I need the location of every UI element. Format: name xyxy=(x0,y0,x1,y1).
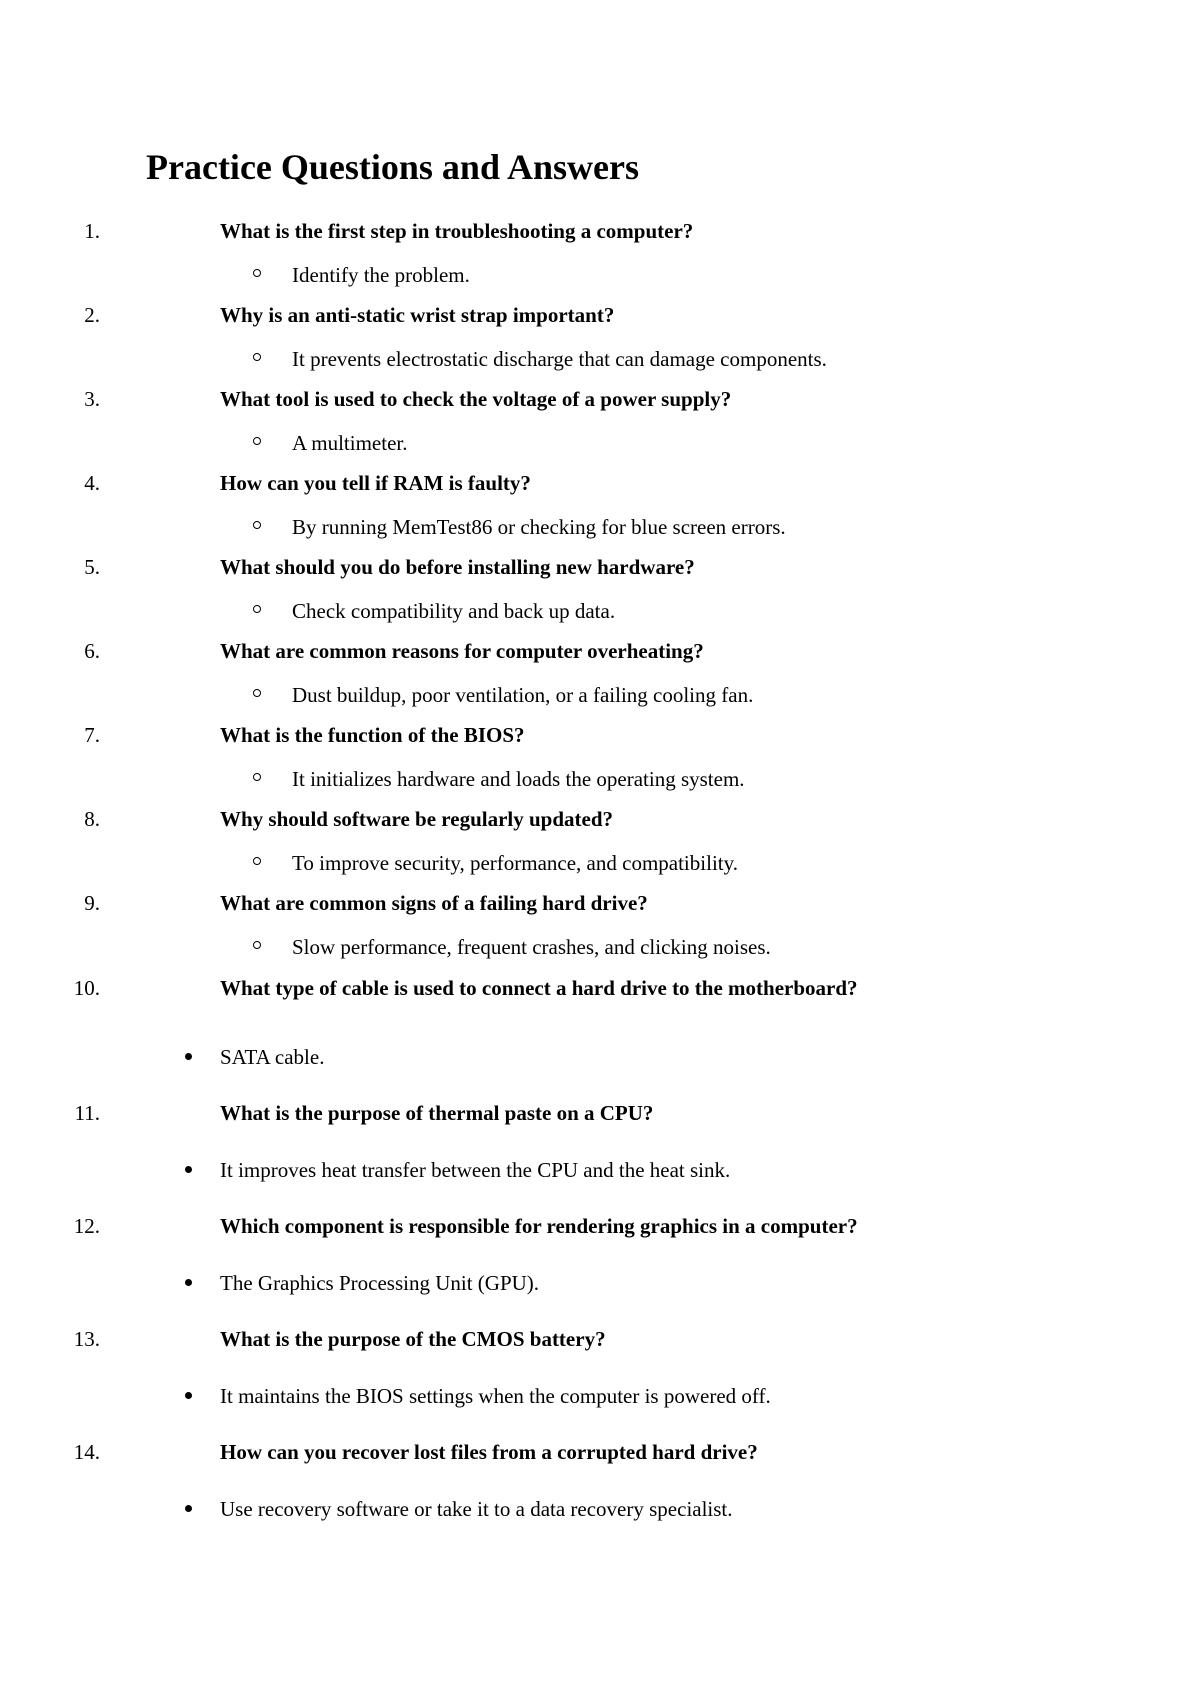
question-number: 8. xyxy=(84,807,100,831)
question-number: 5. xyxy=(84,555,100,579)
question-number: 9. xyxy=(84,891,100,915)
question-number: 4. xyxy=(84,471,100,495)
circle-bullet-icon xyxy=(253,353,261,361)
bullet-icon xyxy=(185,1279,192,1286)
question-text: What tool is used to check the voltage of a power supply? xyxy=(220,387,732,411)
answer-text: It prevents electrostatic discharge that can damage components. xyxy=(292,347,827,371)
answer-text: To improve security, performance, and compatibility. xyxy=(292,851,738,875)
answer-text: Identify the problem. xyxy=(292,263,470,287)
circle-bullet-icon xyxy=(253,773,261,781)
answer-text: By running MemTest86 or checking for blue screen errors. xyxy=(292,515,786,539)
circle-bullet-icon xyxy=(253,437,261,445)
bullet-icon xyxy=(185,1166,192,1173)
question-number: 6. xyxy=(84,639,100,663)
circle-bullet-icon xyxy=(253,521,261,529)
question-text: What is the purpose of thermal paste on a CPU? xyxy=(220,1101,654,1125)
circle-bullet-icon xyxy=(253,941,261,949)
question-text: How can you recover lost files from a corrupted hard drive? xyxy=(220,1440,758,1464)
bullet-icon xyxy=(185,1505,192,1512)
answer-text: A multimeter. xyxy=(292,431,408,455)
question-number: 14. xyxy=(73,1440,100,1464)
question-text: What is the function of the BIOS? xyxy=(220,723,525,747)
question-number: 10. xyxy=(73,976,100,1000)
circle-bullet-icon xyxy=(253,269,261,277)
question-number: 12. xyxy=(73,1214,100,1238)
bullet-icon xyxy=(185,1392,192,1399)
question-text: What is the first step in troubleshooting a computer? xyxy=(220,219,694,243)
question-text: Which component is responsible for rendering graphics in a computer? xyxy=(220,1214,858,1238)
answer-text: SATA cable. xyxy=(220,1045,325,1069)
circle-bullet-icon xyxy=(253,605,261,613)
question-text: What type of cable is used to connect a hard drive to the motherboard? xyxy=(220,976,858,1000)
answer-text: Slow performance, frequent crashes, and clicking noises. xyxy=(292,935,771,959)
answer-text: The Graphics Processing Unit (GPU). xyxy=(220,1271,540,1295)
question-number: 13. xyxy=(73,1327,100,1351)
question-number: 11. xyxy=(74,1101,100,1125)
answer-text: It improves heat transfer between the CPU and the heat sink. xyxy=(220,1158,731,1182)
question-text: What are common reasons for computer overheating? xyxy=(220,639,704,663)
answer-text: It maintains the BIOS settings when the computer is powered off. xyxy=(220,1384,771,1408)
question-text: Why should software be regularly updated? xyxy=(220,807,614,831)
answer-text: It initializes hardware and loads the operating system. xyxy=(292,767,745,791)
answer-text: Use recovery software or take it to a data recovery specialist. xyxy=(220,1497,733,1521)
answer-text: Check compatibility and back up data. xyxy=(292,599,616,623)
question-number: 1. xyxy=(84,219,100,243)
question-number: 7. xyxy=(84,723,100,747)
question-text: What should you do before installing new hardware? xyxy=(220,555,695,579)
question-text: What are common signs of a failing hard drive? xyxy=(220,891,648,915)
circle-bullet-icon xyxy=(253,857,261,865)
page-title: Practice Questions and Answers xyxy=(146,147,639,187)
question-number: 3. xyxy=(84,387,100,411)
answer-text: Dust buildup, poor ventilation, or a failing cooling fan. xyxy=(292,683,754,707)
bullet-icon xyxy=(185,1053,192,1060)
circle-bullet-icon xyxy=(253,689,261,697)
question-number: 2. xyxy=(84,303,100,327)
question-text: Why is an anti-static wrist strap important? xyxy=(220,303,615,327)
question-text: How can you tell if RAM is faulty? xyxy=(220,471,531,495)
question-text: What is the purpose of the CMOS battery? xyxy=(220,1327,606,1351)
